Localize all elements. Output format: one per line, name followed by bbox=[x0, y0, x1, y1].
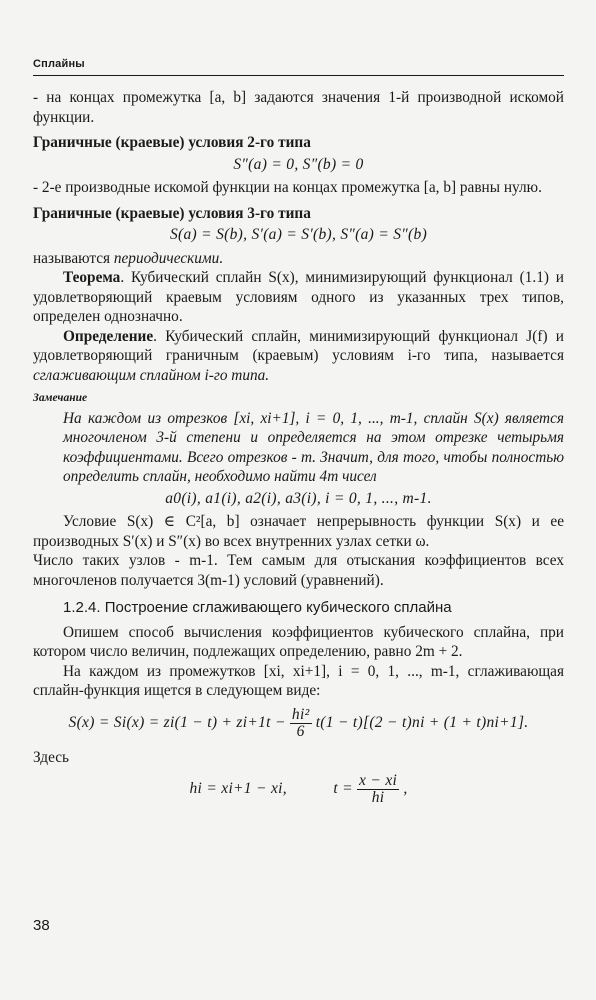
formula-boundary-type-3: S(a) = S(b), S′(a) = S′(b), S″(a) = S″(b) bbox=[169, 226, 428, 243]
definition-label: Определение bbox=[63, 327, 154, 345]
definition-text: . Кубический сплайн, минимизирующий функционал J(f) и удовлетворяющий граничным (краевым) условиям i-го типа, называется bbox=[33, 327, 564, 364]
formula-t-numerator: x − xi bbox=[359, 772, 398, 789]
page-content bbox=[33, 88, 564, 810]
formula-h: hi = xi+1 − xi, bbox=[189, 780, 287, 798]
formula-t-denominator: hi bbox=[371, 789, 385, 806]
formula-main-denominator: 6 bbox=[296, 722, 305, 740]
theorem-label: Теорема bbox=[63, 269, 121, 286]
formula-main-numerator: hi² bbox=[291, 705, 310, 723]
paragraph-boundary-2: - 2-е производные искомой функции на концах промежутка [a, b] равны нулю. bbox=[33, 179, 542, 196]
paragraph-node-count: Число таких узлов - m-1. Тем самым для отыскания коэффициентов всех многочленов получается 3(m-1) условий (уравнений). bbox=[33, 552, 564, 589]
definition-term: сглаживающим сплайном i-го типа. bbox=[33, 366, 270, 384]
heading-boundary-type-2: Граничные (краевые) условия 2-го типа bbox=[33, 134, 311, 151]
here-label: Здесь bbox=[33, 748, 70, 766]
formula-t-comma: , bbox=[403, 780, 408, 798]
running-title: Сплайны bbox=[33, 58, 85, 70]
definition bbox=[33, 327, 564, 386]
theorem bbox=[33, 268, 564, 327]
formula-t-fraction bbox=[357, 773, 399, 806]
formula-spline-main bbox=[33, 707, 564, 740]
paragraph-periodic bbox=[33, 249, 564, 269]
formula-boundary-type-2: S″(a) = 0, S″(b) = 0 bbox=[233, 155, 364, 173]
heading-boundary-type-3: Граничные (краевые) условия 3-го типа bbox=[33, 204, 311, 222]
note-label: Замечание bbox=[33, 392, 88, 404]
formula-main-left: S(x) = Si(x) = zi(1 − t) + zi+1t − bbox=[68, 713, 286, 731]
section-title: 1.2.4. Построение сглаживающего кубического сплайна bbox=[63, 599, 452, 616]
paragraph-method: Опишем способ вычисления коэффициентов кубического сплайна, при котором число величин, подлежащих определению, равно 2m + 2. bbox=[33, 623, 564, 660]
header-rule bbox=[33, 75, 564, 76]
page-number: 38 bbox=[33, 917, 50, 934]
periodic-term: периодическими. bbox=[113, 249, 224, 267]
formula-main-right: t(1 − t)[(2 − t)ni + (1 + t)ni+1]. bbox=[315, 713, 529, 731]
formula-h-t bbox=[33, 773, 564, 806]
periodic-prefix: называются bbox=[33, 249, 114, 267]
paragraph-spline-form: На каждом из промежутков [xi, xi+1], i = 0, 1, ..., m-1, сглаживающая сплайн-функция ищется в следующем виде: bbox=[33, 662, 564, 699]
formula-coefficients: a0(i), a1(i), a2(i), a3(i), i = 0, 1, ..., m-1. bbox=[165, 489, 432, 507]
paragraph-boundary-1: - на концах промежутка [a, b] задаются значения 1-й производной искомой функции. bbox=[33, 89, 564, 126]
note-text: На каждом из отрезков [xi, xi+1], i = 0, 1, ..., m-1, сплайн S(x) является многочленом 3-й степени и определяется на этом отрезке четырьмя коэффициентами. Всего отрезков - m. Значит, для того, чтобы полностью определить сплайн, необходимо найти 4m чисел bbox=[63, 409, 564, 485]
formula-t-left: t = bbox=[333, 780, 353, 798]
theorem-text: . Кубический сплайн S(x), минимизирующий функционал (1.1) и удовлетворяющий краевым условиям одного из указанных трех типов, определен однозначно. bbox=[33, 269, 564, 325]
formula-main-fraction bbox=[290, 707, 312, 740]
paragraph-continuity: Условие S(x) ∈ C²[a, b] означает непрерывность функции S(x) и ее производных S′(x) и S″(x) во всех внутренних узлах сетки ω. bbox=[33, 513, 564, 550]
